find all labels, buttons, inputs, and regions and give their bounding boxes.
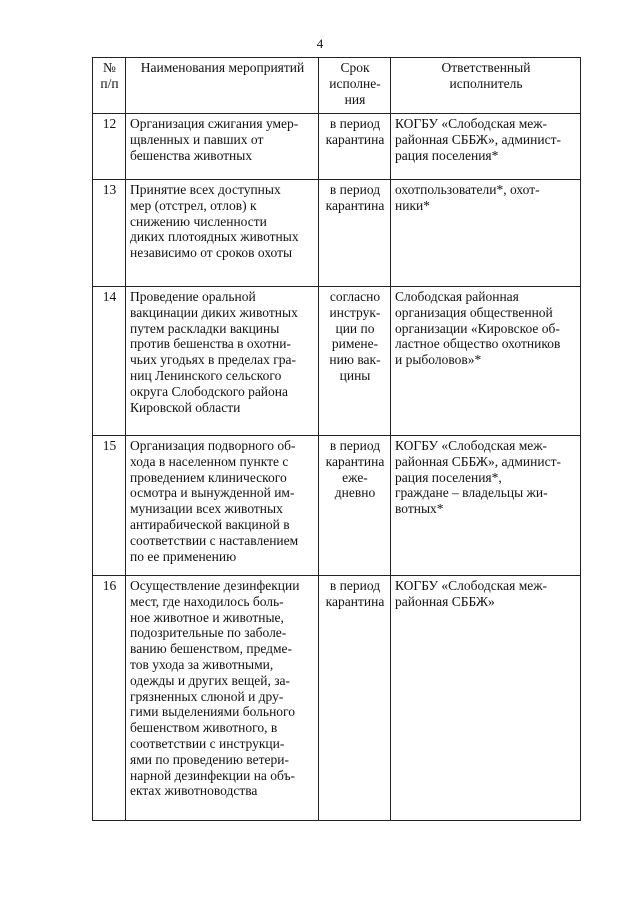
row-term: в период карантина еже- дневно xyxy=(319,436,391,576)
row-term: в период карантина xyxy=(319,576,391,821)
row-responsible: КОГБУ «Слободская меж- районная СББЖ», админист- рация поселения* xyxy=(391,114,581,180)
row-responsible: КОГБУ «Слободская меж- районная СББЖ», админист- рация поселения*, граждане – владельцы жи- вотных* xyxy=(391,436,581,576)
row-responsible: охотпользователи*, охот- ники* xyxy=(391,180,581,287)
table-row xyxy=(93,180,581,287)
row-measure-name: Осуществление дезинфекции мест, где находилось боль- ное животное и животные, подозрительные по заболе- ванию бешенством, предме- тов ухода за животными, одежды и других вещей, за- грязненных слюной и дру- гими выделениями больного бешенством животного, в соответствии с инструкци- ями по проведению ветери- нарной дезинфекции на объ- ектах животноводства xyxy=(126,576,319,821)
header-measure-name: Наименования мероприятий xyxy=(126,58,319,114)
table-row xyxy=(93,287,581,436)
row-term: в период карантина xyxy=(319,180,391,287)
table-header-row xyxy=(93,58,581,114)
row-measure-name: Организация подворного об- хода в населенном пункте с проведением клинического осмотра и вынужденной им- мунизации всех животных антирабической вакциной в соответствии с наставлением по ее применению xyxy=(126,436,319,576)
row-term: согласно инструк- ции по римене- нию вак- цины xyxy=(319,287,391,436)
row-measure-name: Принятие всех доступных мер (отстрел, отлов) к снижению численности диких плотоядных животных независимо от сроков охоты xyxy=(126,180,319,287)
row-number: 14 xyxy=(93,287,126,436)
row-responsible: КОГБУ «Слободская меж- районная СББЖ» xyxy=(391,576,581,821)
row-number: 12 xyxy=(93,114,126,180)
header-responsible: Ответственный исполнитель xyxy=(391,58,581,114)
row-responsible: Слободская районная организация общественной организации «Кировское об- ластное общество охотников и рыболовов»* xyxy=(391,287,581,436)
table-row xyxy=(93,576,581,821)
page-number: 4 xyxy=(316,36,324,51)
row-number: 15 xyxy=(93,436,126,576)
row-number: 13 xyxy=(93,180,126,287)
row-number: 16 xyxy=(93,576,126,821)
row-measure-name: Организация сжигания умер- щвленных и павших от бешенства животных xyxy=(126,114,319,180)
header-number: № п/п xyxy=(93,58,126,114)
row-term: в период карантина xyxy=(319,114,391,180)
measures-table xyxy=(92,57,581,821)
header-term: Срок исполне- ния xyxy=(319,58,391,114)
row-measure-name: Проведение оральной вакцинации диких животных путем раскладки вакцины против бешенства в охотни- чьих угодьях в пределах гра- ниц Ленинского сельского округа Слободского района Кировской области xyxy=(126,287,319,436)
table-row xyxy=(93,114,581,180)
table-row xyxy=(93,436,581,576)
